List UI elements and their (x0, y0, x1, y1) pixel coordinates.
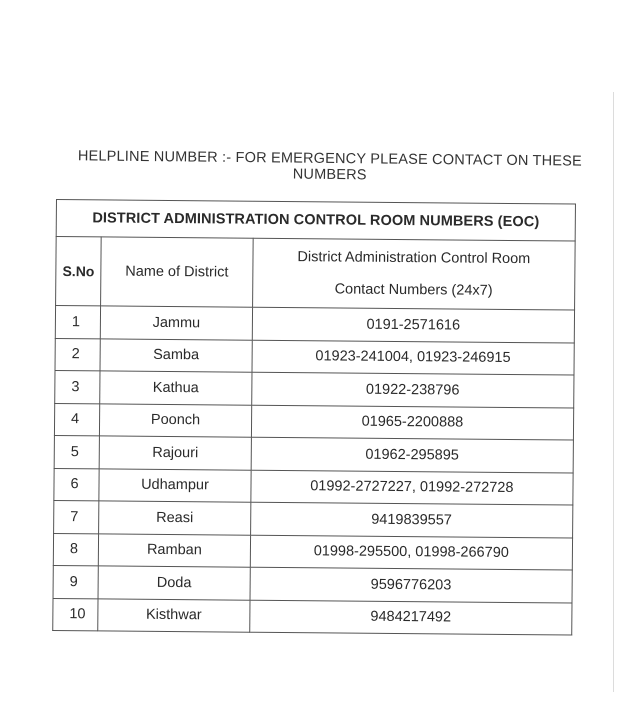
row-contact: 0191-2571616 (252, 307, 575, 342)
row-district: Poonch (100, 403, 252, 437)
row-district: Samba (100, 338, 252, 372)
row-sno: 7 (54, 500, 99, 533)
table-row (54, 435, 573, 472)
table-header-row (56, 237, 576, 311)
heading-line-2: NUMBERS (292, 166, 367, 184)
row-district: Ramban (98, 533, 250, 567)
table-row (55, 338, 574, 375)
control-room-table-wrapper (52, 199, 576, 636)
row-sno: 9 (53, 565, 98, 598)
table-row (54, 468, 573, 505)
row-sno: 6 (54, 468, 99, 501)
row-contact: 01965-2200888 (251, 405, 574, 440)
row-contact: 01922-238796 (251, 372, 574, 407)
table-body (53, 306, 575, 636)
header-district: Name of District (101, 237, 253, 307)
row-sno: 3 (55, 370, 100, 403)
table-row (53, 533, 572, 570)
row-contact: 01992-2727227, 01992-272728 (251, 470, 574, 505)
row-sno: 10 (53, 598, 98, 631)
row-contact: 01998-295500, 01998-266790 (250, 535, 573, 570)
table-row (53, 565, 572, 602)
header-contact-line-1: District Administration Control Room (297, 249, 531, 268)
row-sno: 5 (54, 435, 99, 468)
control-room-table (52, 199, 576, 636)
row-sno: 1 (55, 306, 100, 339)
heading-line-1: HELPLINE NUMBER :- FOR EMERGENCY PLEASE CONTACT ON THESE (77, 148, 582, 170)
row-district: Jammu (100, 306, 252, 340)
paper-edge (613, 92, 614, 692)
table-title-row (56, 200, 575, 242)
table-row (54, 403, 573, 440)
row-contact: 9484217492 (249, 600, 572, 635)
header-contact (252, 238, 575, 310)
table-row (54, 500, 573, 537)
table-row (53, 598, 572, 635)
row-district: Kathua (100, 371, 252, 405)
row-district: Udhampur (99, 468, 251, 502)
row-district: Kisthwar (98, 598, 250, 632)
row-sno: 2 (55, 338, 100, 371)
table-row (55, 370, 574, 407)
table-title: DISTRICT ADMINISTRATION CONTROL ROOM NUMBERS (EOC) (56, 200, 575, 242)
header-sno: S.No (56, 237, 102, 306)
row-sno: 8 (53, 533, 98, 566)
table-row (55, 306, 574, 343)
row-contact: 01962-295895 (251, 437, 574, 472)
row-sno: 4 (54, 403, 99, 436)
row-contact: 9419839557 (250, 502, 573, 537)
header-contact-line-2: Contact Numbers (24x7) (334, 281, 493, 299)
row-district: Rajouri (99, 436, 251, 470)
row-district: Doda (98, 566, 250, 600)
row-contact: 9596776203 (250, 567, 573, 602)
helpline-heading (50, 148, 610, 186)
row-contact: 01923-241004, 01923-246915 (252, 340, 575, 375)
row-district: Reasi (99, 501, 251, 535)
